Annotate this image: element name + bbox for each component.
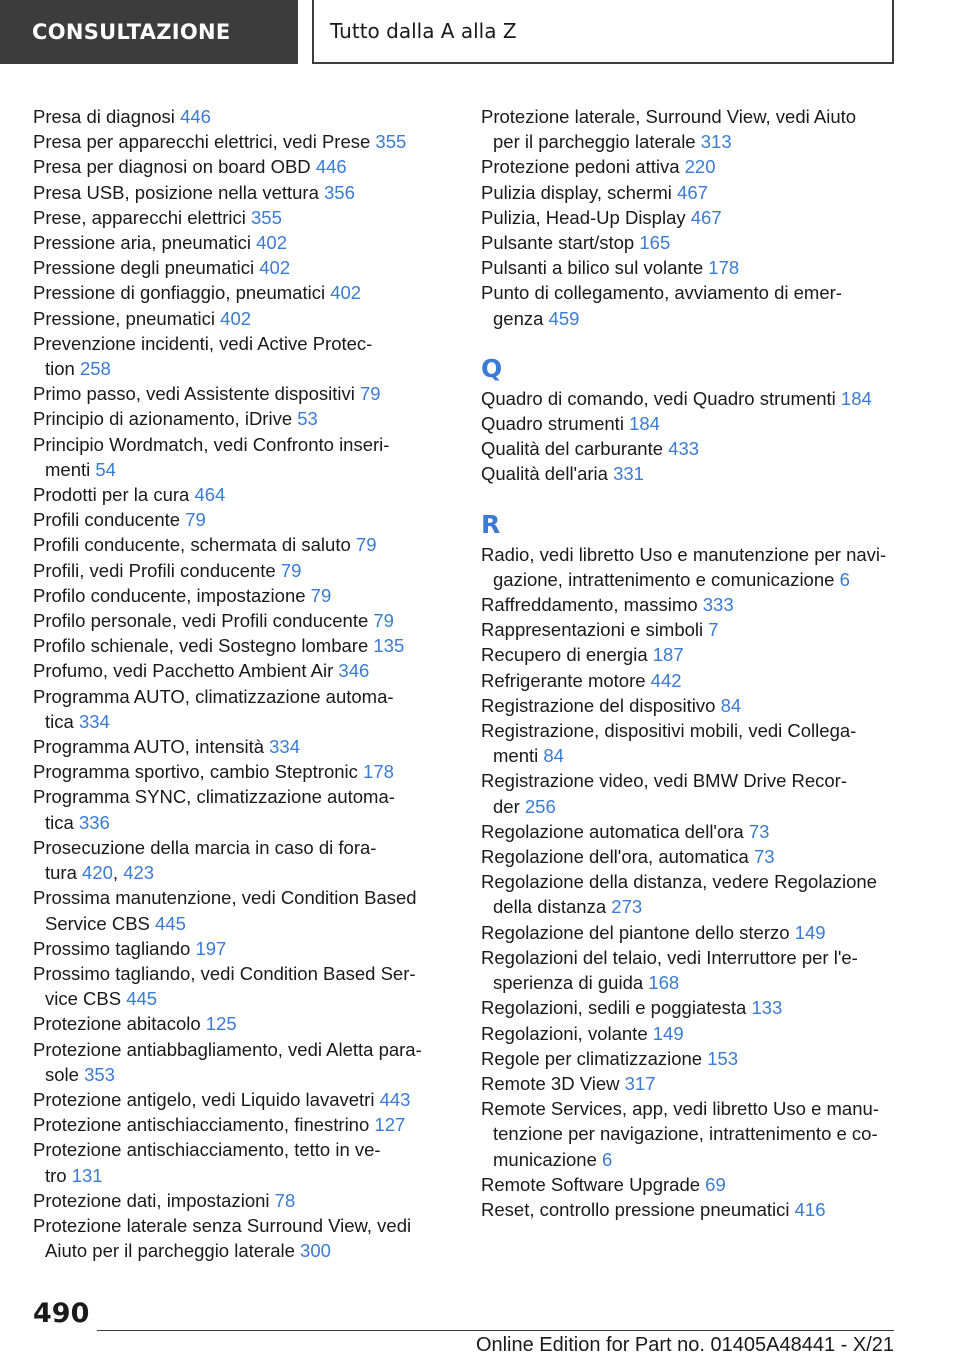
- index-entry-term: Protezione abitacolo: [33, 1013, 201, 1035]
- index-entry-term: Prese, apparecchi elettrici: [33, 206, 246, 228]
- index-entry-term: Regolazione della distanza, vedere Regolazione: [481, 871, 877, 893]
- page-reference-link[interactable]: 79: [373, 610, 394, 632]
- page-reference-link[interactable]: 258: [79, 358, 111, 380]
- page-reference-link[interactable]: 6: [839, 568, 850, 590]
- index-entry-term: Pressione aria, pneumatici: [33, 232, 251, 254]
- page-reference-link[interactable]: 53: [297, 408, 318, 430]
- index-entry-term: Principio di azionamento, iDrive: [33, 408, 293, 430]
- index-entry: [481, 180, 921, 205]
- index-entry: [481, 411, 921, 436]
- page-reference-link[interactable]: 220: [684, 156, 716, 178]
- index-entry: [481, 869, 921, 919]
- page-reference-link[interactable]: 355: [375, 131, 407, 153]
- index-entry-term: Qualità dell'aria: [481, 463, 608, 485]
- page-reference-link[interactable]: 79: [280, 559, 302, 581]
- index-entry-term: menti: [493, 745, 539, 767]
- index-entry-term: tro: [45, 1164, 67, 1186]
- index-letter-q: Q: [481, 353, 503, 383]
- index-entry: [481, 1021, 921, 1046]
- index-entry-term: sperienza di guida: [493, 972, 644, 994]
- page-reference-link[interactable]: 127: [374, 1114, 406, 1136]
- section-title: CONSULTAZIONE: [32, 20, 231, 44]
- index-entry-term: Prevenzione incidenti, vedi Active Protec-: [33, 332, 373, 354]
- index-entry: [33, 331, 443, 381]
- index-entry: [481, 693, 921, 718]
- index-entry-term: Pulizia display, schermi: [481, 181, 672, 203]
- index-entry: [33, 381, 443, 406]
- index-entry: [33, 306, 443, 331]
- index-entry-term: Profili conducente: [33, 509, 181, 531]
- index-entry: [33, 1087, 443, 1112]
- index-entry-term: Presa per diagnosi on board OBD: [33, 156, 311, 178]
- page-reference-link[interactable]: 178: [708, 257, 740, 279]
- index-entry-term: Registrazione del dispositivo: [481, 694, 716, 716]
- page-reference-link[interactable]: 443: [379, 1088, 411, 1110]
- page-reference-link[interactable]: 79: [310, 584, 332, 606]
- page-reference-link[interactable]: 184: [629, 413, 660, 435]
- index-entry: [33, 507, 443, 532]
- index-entry: [481, 718, 921, 768]
- index-entry: [481, 920, 921, 945]
- index-entry: [481, 205, 921, 230]
- index-entry-term: Remote 3D View: [481, 1072, 620, 1094]
- page-reference-link[interactable]: 416: [794, 1198, 826, 1220]
- index-entry-term: Presa per apparecchi elettrici, vedi Prese: [33, 131, 371, 153]
- index-entry: [33, 961, 443, 1011]
- index-entry-term: Principio Wordmatch, vedi Confronto inseri-: [33, 433, 390, 455]
- index-entry: [481, 1172, 921, 1197]
- edition-footer: Online Edition for Part no. 01405A48441 - X/21: [475, 1334, 894, 1356]
- index-entry: [481, 1096, 921, 1172]
- index-entry-term: Programma sportivo, cambio Steptronic: [33, 761, 358, 783]
- page-reference-link[interactable]: 133: [751, 997, 783, 1019]
- page-reference-link[interactable]: 355: [251, 206, 282, 228]
- index-entry: [481, 154, 921, 179]
- index-entry: [33, 608, 443, 633]
- page-reference-link[interactable]: 7: [708, 619, 719, 641]
- index-entry: [481, 230, 921, 255]
- index-entry-term: Programma SYNC, climatizzazione automa-: [33, 786, 395, 808]
- index-entry-term: Rappresentazioni e simboli: [481, 619, 704, 641]
- index-entry: [33, 1137, 443, 1187]
- index-entry-term: vice CBS: [45, 988, 122, 1010]
- index-entry: [33, 1011, 443, 1036]
- page-reference-link[interactable]: 79: [355, 534, 377, 556]
- index-entry: [33, 432, 443, 482]
- index-entry-term: Quadro strumenti: [481, 413, 624, 435]
- index-entry-term: tica: [45, 811, 74, 833]
- page-reference-link[interactable]: 135: [373, 635, 405, 657]
- index-entry-term: Presa di diagnosi: [33, 106, 175, 127]
- index-entry: [33, 784, 443, 834]
- page-reference-link[interactable]: 445: [126, 988, 158, 1010]
- page-reference-link[interactable]: 168: [648, 972, 680, 994]
- page-reference-link[interactable]: 69: [705, 1173, 726, 1195]
- index-entry-term: Prodotti per la cura: [33, 484, 190, 506]
- index-entry-term: municazione: [493, 1148, 597, 1170]
- index-entry: [481, 617, 921, 642]
- index-entry-term: Protezione laterale, Surround View, vedi Aiuto: [481, 106, 857, 127]
- page-reference-link[interactable]: 331: [613, 463, 644, 485]
- index-column-left: [33, 104, 443, 1263]
- index-entry: [33, 1213, 443, 1263]
- index-entry-term: Profumo, vedi Pacchetto Ambient Air: [33, 660, 334, 682]
- index-entry-term: der: [493, 795, 520, 817]
- index-entry-term: tura: [45, 862, 77, 884]
- page-reference-link[interactable]: 178: [363, 761, 394, 783]
- page-reference-link[interactable]: 54: [95, 458, 116, 480]
- index-entry-term: Regolazioni, volante: [481, 1022, 648, 1044]
- page-reference-link[interactable]: 73: [753, 846, 775, 868]
- page-reference-link[interactable]: 442: [650, 669, 682, 691]
- index-entry: [33, 255, 443, 280]
- index-entry: [33, 1112, 443, 1137]
- index-entry-term: Reset, controllo pressione pneumatici: [481, 1198, 790, 1220]
- page-reference-link[interactable]: 153: [707, 1047, 739, 1069]
- index-entry: [33, 154, 443, 179]
- index-entry-term: Profilo conducente, impostazione: [33, 584, 306, 606]
- index-entry-term: Radio, vedi libretto Uso e manutenzione per navi-: [481, 543, 887, 565]
- page-reference-link[interactable]: 84: [543, 745, 564, 767]
- index-entry-term: tica: [45, 710, 74, 732]
- index-entry: [481, 386, 921, 411]
- page-reference-link[interactable]: 459: [548, 307, 580, 329]
- index-entry-term: Profilo schienale, vedi Sostegno lombare: [33, 635, 369, 657]
- index-entry: [481, 642, 921, 667]
- page-reference-link[interactable]: 334: [78, 710, 110, 732]
- index-entry-term: Regole per climatizzazione: [481, 1047, 703, 1069]
- page-reference-link[interactable]: 402: [259, 257, 291, 279]
- section-tab: [0, 0, 298, 64]
- index-entry-term: Primo passo, vedi Assistente dispositivi: [33, 383, 355, 405]
- index-entry: [33, 129, 443, 154]
- page-reference-link[interactable]: 467: [677, 181, 708, 203]
- page-reference-link[interactable]: 79: [359, 383, 381, 405]
- index-entry-term: Prossimo tagliando, vedi Condition Based Ser-: [33, 962, 416, 984]
- index-entry: [33, 205, 443, 230]
- page-number: 490: [33, 1298, 90, 1329]
- page-reference-link[interactable]: 149: [794, 921, 826, 943]
- index-entry-term: Regolazione automatica dell'ora: [481, 820, 744, 842]
- index-entry: [33, 633, 443, 658]
- index-entry-term: Prossima manutenzione, vedi Condition Based: [33, 887, 417, 909]
- index-entry: [481, 768, 921, 818]
- index-entry-term: Recupero di energia: [481, 644, 648, 666]
- index-entry: [33, 684, 443, 734]
- index-entry: [481, 592, 921, 617]
- index-entry: [481, 1046, 921, 1071]
- index-entry-term: Pulsanti a bilico sul volante: [481, 257, 704, 279]
- index-entry: [33, 558, 443, 583]
- index-entry: [33, 280, 443, 305]
- index-entry-term: Registrazione, dispositivi mobili, vedi Collega-: [481, 720, 857, 742]
- page-reference-link[interactable]: 446: [180, 106, 211, 127]
- index-entry-term: Service CBS: [45, 912, 150, 934]
- index-entry-term: Remote Software Upgrade: [481, 1173, 701, 1195]
- page-reference-link[interactable]: 6: [602, 1148, 613, 1170]
- page-reference-link[interactable]: 445: [155, 912, 186, 934]
- index-entry: [481, 1197, 921, 1222]
- index-entry: [33, 936, 443, 961]
- index-entry-term: Pressione di gonfiaggio, pneumatici: [33, 282, 326, 304]
- index-entry: [481, 104, 921, 154]
- index-entry-term: Protezione laterale senza Surround View, vedi: [33, 1214, 412, 1236]
- index-entry: [33, 1188, 443, 1213]
- index-entry-term: Regolazioni, sedili e poggiatesta: [481, 997, 747, 1019]
- index-entry: [33, 230, 443, 255]
- index-entry-term: Programma AUTO, climatizzazione automa-: [33, 685, 394, 707]
- page-reference-link[interactable]: 131: [71, 1164, 103, 1186]
- index-entry: [33, 734, 443, 759]
- index-letter-r: R: [481, 509, 501, 539]
- page-reference-link[interactable]: 402: [220, 307, 252, 329]
- index-entry-term: Aiuto per il parcheggio laterale: [45, 1240, 295, 1262]
- page-reference-link[interactable]: 149: [652, 1022, 684, 1044]
- index-entry-term: Pressione, pneumatici: [33, 307, 216, 329]
- index-entry-term: Quadro di comando, vedi Quadro strumenti: [481, 387, 836, 409]
- page-reference-link[interactable]: 446: [315, 156, 347, 178]
- page-reference-link[interactable]: 73: [748, 820, 770, 842]
- index-entry: [481, 1071, 921, 1096]
- index-entry: [33, 482, 443, 507]
- index-entry-term: Protezione dati, impostazioni: [33, 1189, 270, 1211]
- index-entry-term: Remote Services, app, vedi libretto Uso e manu-: [481, 1098, 879, 1120]
- index-entry-term: Pressione degli pneumatici: [33, 257, 255, 279]
- index-entry-term: Qualità del carburante: [481, 438, 664, 460]
- index-entry: [33, 658, 443, 683]
- page-reference-link[interactable]: 317: [624, 1072, 656, 1094]
- page-reference-link[interactable]: 197: [195, 937, 227, 959]
- page-reference-link[interactable]: 165: [639, 232, 671, 254]
- page-reference-link[interactable]: 334: [269, 736, 301, 758]
- index-entry-term: Refrigerante motore: [481, 669, 646, 691]
- index-entry-term: Pulsante start/stop: [481, 232, 635, 254]
- index-entry-term: genza: [493, 307, 544, 329]
- page-reference-link[interactable]: 402: [330, 282, 362, 304]
- index-entry: [481, 461, 921, 486]
- index-entry-term: Profili conducente, schermata di saluto: [33, 534, 351, 556]
- page-reference-link[interactable]: 336: [78, 811, 110, 833]
- index-entry-term: menti: [45, 458, 91, 480]
- index-entry-term: tion: [45, 358, 75, 380]
- index-entry: [33, 104, 443, 129]
- index-entry-term: Programma AUTO, intensità: [33, 736, 264, 758]
- index-column-right: [481, 104, 921, 1222]
- page-reference-link[interactable]: 79: [185, 509, 206, 531]
- page-reference-link[interactable]: 433: [668, 438, 700, 460]
- page-reference-link[interactable]: 333: [702, 594, 734, 616]
- page-reference-link[interactable]: 256: [524, 795, 556, 817]
- index-entry: [481, 280, 921, 330]
- page-reference-link[interactable]: 313: [700, 131, 732, 153]
- page-reference-link[interactable]: 84: [720, 694, 742, 716]
- index-group-q: [481, 386, 921, 487]
- index-entry: Prosecuzione della marcia in caso di fora- tura 420, 423: [33, 836, 377, 884]
- index-entry-term: per il parcheggio laterale: [493, 131, 696, 153]
- index-entry-term: Regolazione dell'ora, automatica: [481, 846, 749, 868]
- index-group-p-continued: [481, 104, 921, 331]
- index-entry-term: Punto di collegamento, avviamento di emer-: [481, 282, 842, 304]
- index-entry-term: Profilo personale, vedi Profili conducente: [33, 610, 369, 632]
- index-entry-term: Protezione antischiacciamento, tetto in ve-: [33, 1139, 381, 1161]
- index-entry: [33, 583, 443, 608]
- page-reference-link[interactable]: 356: [324, 181, 355, 203]
- page-reference-link[interactable]: 187: [652, 644, 684, 666]
- index-entry-term: della distanza: [493, 896, 607, 918]
- index-entry-term: sole: [45, 1063, 79, 1085]
- page-reference-link[interactable]: 125: [205, 1013, 237, 1035]
- page-reference-link[interactable]: 353: [84, 1063, 115, 1085]
- index-entry: [481, 668, 921, 693]
- index-entry-term: gazione, intrattenimento e comunicazione: [493, 568, 835, 590]
- index-entry: [33, 1037, 443, 1087]
- index-entry-term: Protezione pedoni attiva: [481, 156, 680, 178]
- index-entry: [481, 995, 921, 1020]
- page-reference-link[interactable]: 423: [123, 862, 155, 884]
- index-entry-term: Prosecuzione della marcia in caso di fora-: [33, 836, 377, 858]
- page-reference-link[interactable]: 184: [840, 387, 872, 409]
- chapter-title: Tutto dalla A alla Z: [330, 19, 517, 43]
- chapter-header: [312, 0, 894, 64]
- index-entry-term: Pulizia, Head-Up Display: [481, 206, 686, 228]
- index-entry: [33, 759, 443, 784]
- page-reference-link[interactable]: 464: [194, 484, 226, 506]
- index-entry-term: tenzione per navigazione, intrattenimento e co-: [493, 1123, 878, 1145]
- index-entry: [481, 436, 921, 461]
- index-entry-term: Protezione antigelo, vedi Liquido lavavetri: [33, 1088, 375, 1110]
- page-reference-link[interactable]: 300: [300, 1240, 331, 1262]
- index-entry: [481, 844, 921, 869]
- page-reference-link[interactable]: 273: [611, 896, 643, 918]
- index-entry: [33, 885, 443, 935]
- page-reference-link[interactable]: 78: [274, 1189, 296, 1211]
- page-reference-link[interactable]: 420: [82, 862, 113, 884]
- index-entry-term: Raffreddamento, massimo: [481, 594, 698, 616]
- index-entry-term: Profili, vedi Profili conducente: [33, 559, 276, 581]
- index-entry: [481, 542, 921, 592]
- page-reference-link[interactable]: 402: [256, 232, 288, 254]
- index-entry-term: Prossimo tagliando: [33, 937, 191, 959]
- footer-divider: [97, 1330, 894, 1331]
- index-entry: [481, 945, 921, 995]
- index-entry-term: Regolazione del piantone dello sterzo: [481, 921, 790, 943]
- index-entry: [481, 255, 921, 280]
- index-entry: [33, 406, 443, 431]
- index-entry-term: Protezione antischiacciamento, finestrino: [33, 1114, 370, 1136]
- index-entry-term: Protezione antiabbagliamento, vedi Aletta para-: [33, 1038, 422, 1060]
- index-entry: [481, 819, 921, 844]
- index-entry: [33, 180, 443, 205]
- index-entry-term: Regolazioni del telaio, vedi Interruttore per l'e-: [481, 946, 858, 968]
- index-group-r: [481, 542, 921, 1222]
- index-entry: [33, 532, 443, 557]
- page-reference-link[interactable]: 467: [690, 206, 722, 228]
- index-entry-term: Registrazione video, vedi BMW Drive Recor-: [481, 770, 848, 792]
- page-reference-link[interactable]: 346: [338, 660, 370, 682]
- index-entry-term: Presa USB, posizione nella vettura: [33, 181, 319, 203]
